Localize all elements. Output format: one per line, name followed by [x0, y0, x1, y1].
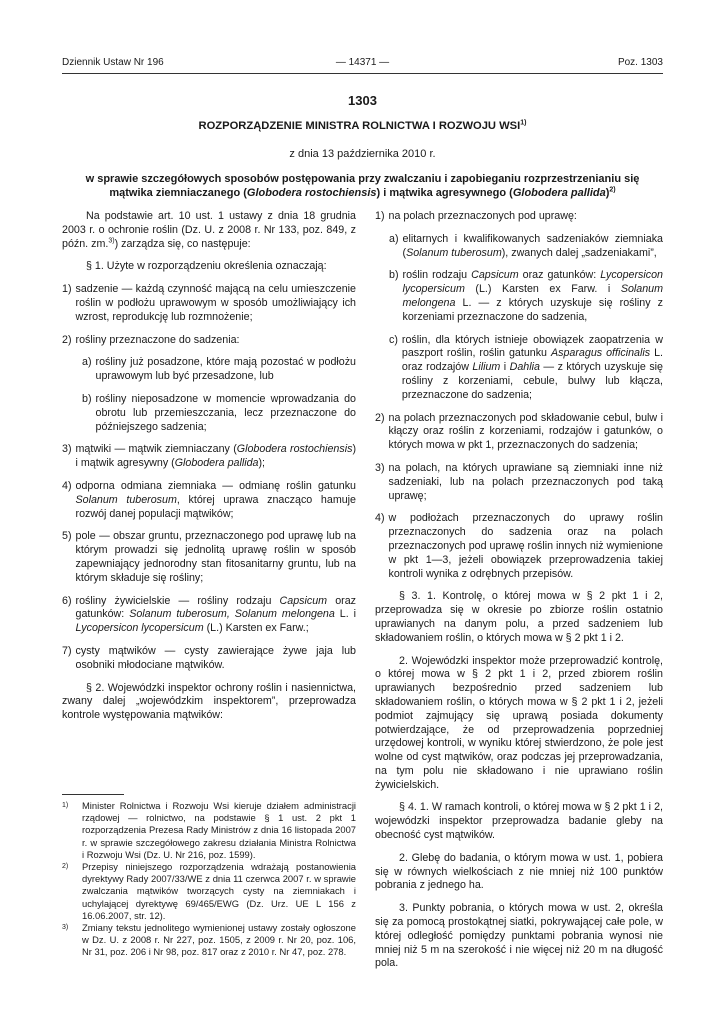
- item-number: 2): [62, 333, 72, 346]
- running-header: [62, 57, 663, 71]
- species-name: Capsicum: [471, 269, 519, 282]
- item-number: 7): [62, 644, 72, 657]
- footnote-mark: 3): [62, 924, 69, 932]
- item-text: [402, 334, 663, 403]
- footnote-ref-2[interactable]: 2): [609, 186, 616, 194]
- item-number: 4): [62, 479, 72, 492]
- act-subject: [62, 172, 663, 200]
- item-text: w podłożach przeznaczonych do uprawy roślin przeznaczonych do sadzenia oraz na polach przeznaczonych pod uprawę roślin innych niż wymienione w pkt 1—3, jeżeli obowiązek przeprowadzenia takiej kontroli wynika z odrębnych przepisów.: [388, 512, 663, 580]
- paragraph-4-2: 2. Glebę do badania, o którym mowa w ust. 1, pobiera się w równych wielkościach z nie mniej niż 100 punktów pobrania z jednego ha.: [375, 851, 663, 892]
- text-run: mątwiki — mątwik ziemniaczany (: [75, 443, 237, 456]
- footnote-ref-1[interactable]: 1): [520, 119, 527, 127]
- sub-item: [375, 269, 663, 324]
- subject-line-2: [62, 186, 663, 200]
- text-run: L. — z których uzyskuje się rośliny z korzeniami przeznaczone do sadzenia,: [402, 296, 663, 323]
- text-run: (L.) Karsten ex Farw. i: [464, 283, 621, 296]
- footnotes: [62, 800, 356, 959]
- species-name: Dahlia: [509, 361, 540, 374]
- footnote: [62, 922, 356, 959]
- preamble: [62, 210, 356, 251]
- definition-item: [62, 595, 356, 636]
- footnote-mark: 2): [62, 863, 69, 871]
- paragraph-1: § 1. Użyte w rozporządzeniu określenia oznaczają:: [86, 260, 327, 273]
- control-item: [375, 210, 663, 224]
- species-name: Solanum melongena: [402, 283, 663, 309]
- act-date: z dnia 13 października 2010 r.: [289, 148, 436, 160]
- definition-item: [62, 283, 356, 324]
- item-text: [76, 443, 356, 471]
- species-name: Lilium: [472, 361, 501, 374]
- sub-item: [62, 356, 356, 384]
- subject-species: Globodera pallida: [512, 187, 606, 199]
- definition-item: [62, 443, 356, 471]
- item-letter: a): [82, 356, 92, 369]
- definition-item: [62, 334, 356, 348]
- sub-item: [375, 334, 663, 403]
- item-letter: b): [82, 392, 92, 405]
- text-run: roślin, dla których istnieje obowiązek zaopatrzenia w paszport roślin, roślin gatunku: [401, 333, 663, 360]
- header-rule: [62, 73, 663, 74]
- footnote-text: Zmiany tekstu jednolitego wymienionej ustawy zostały ogłoszone w Dz. U. z 2008 r. Nr 227, poz. 1505, z 2009 r. Nr 20, poz. 106, Nr 31, poz. 206 i Nr 98, poz. 817 oraz z 2010 r. Nr 47, poz. 278.: [82, 922, 356, 958]
- footnote-text: Przepisy niniejszego rozporządzenia wdrażają postanowienia dyrektywy Rady 2007/33/WE z dnia 11 czerwca 2007 r. w sprawie zwalczania mątwików tworzących cysty na ziemniakach i uchylającej dyrektywę 69/465/EWG (Dz. Urz. UE L 156 z 16.06.2007, str. 12).: [82, 861, 356, 921]
- item-text: sadzenie — każdą czynność mającą na celu umieszczenie roślin w podłożu uprawowym w sposób umożliwiający ich wzrost, reprodukcję lub rozmnożenie;: [75, 283, 356, 323]
- item-number: 2): [375, 411, 385, 424]
- item-text: rośliny nieposadzone w momencie wprowadzania do obrotu lub przemieszczania, lecz przeznaczone do późniejszego sadzenia;: [95, 392, 356, 433]
- item-letter: b): [389, 269, 399, 282]
- text-run: odporna odmiana ziemniaka — odmianę roślin gatunku: [75, 479, 356, 492]
- text-run: (L.) Karsten ex Farw.;: [203, 622, 309, 635]
- item-number: 3): [375, 461, 385, 474]
- item-number: 5): [62, 530, 72, 543]
- item-text: cysty mątwików — cysty zawierające żywe jaja lub osobniki młodociane mątwików.: [75, 644, 356, 671]
- footnote: [62, 800, 356, 861]
- species-name: Lycopersicon lycopersicum: [75, 622, 204, 635]
- item-text: [403, 269, 663, 324]
- text-run: roślin rodzaju: [402, 269, 472, 282]
- item-text: [403, 233, 663, 261]
- item-number: 6): [62, 594, 72, 607]
- definition-item: [62, 645, 356, 673]
- item-number: 3): [62, 443, 72, 456]
- text-run: );: [258, 457, 266, 470]
- species-name: Globodera pallida: [174, 457, 259, 470]
- item-number: 1): [62, 283, 72, 296]
- text-run: ), zwanych dalej „sadzeniakami”,: [501, 246, 657, 259]
- position-number: Poz. 1303: [617, 57, 663, 68]
- item-text: na polach przeznaczonych pod składowanie cebul, bulw i kłączy oraz roślin z korzeniami, rodzajów i gatunków, o których mowa w pkt 1, przeznaczonych do sadzenia;: [388, 411, 663, 452]
- species-name: Lycopersicon lycopersicum: [402, 269, 663, 296]
- species-name: Solanum tuberosum: [406, 246, 502, 259]
- item-text: rośliny przeznaczone do sadzenia:: [75, 333, 240, 346]
- item-letter: c): [389, 333, 398, 346]
- subject-species: Globodera rostochiensis: [246, 187, 377, 199]
- item-number: 4): [375, 512, 385, 525]
- paragraph-4: § 4. 1. W ramach kontroli, o której mowa w § 2 pkt 1 i 2, wojewódzki inspektor przeprowadza badanie gleby na obecność cyst mątwików.: [375, 801, 663, 842]
- footnote-ref-3[interactable]: 3): [108, 237, 115, 245]
- text-run: rośliny żywicielskie — rośliny rodzaju: [75, 594, 280, 607]
- item-text: [76, 595, 356, 636]
- definition-item: [62, 480, 356, 521]
- item-text: pole — obszar gruntu, przeznaczonego pod uprawę lub na którym prowadzi się jednolitą uprawę roślin w sposób zapewniający jednorodny stan fitosanitarny gruntu, lub na którym składuje się rośliny;: [75, 530, 356, 584]
- footnote: [62, 861, 356, 922]
- paragraph-3-2: 2. Wojewódzki inspektor może przeprowadzić kontrolę, o której mowa w § 2 pkt 1 i 2, przed zbiorem roślin uprawianych bezpośrednio przed sadzeniem lub składowaniem roślin, o których mowa w § 2 pkt 1 i 2, jeżeli podmiot zajmujący się uprawą posiada dokumenty potwierdzające, że od przeprowadzenia poprzedniej urzędowej kontroli, w wyniku której stwierdzono, że pole jest wolne od cyst mątwików, oraz podczas jej przeprowadzania, na tym polu nie składowano i nie uprawiano roślin żywicielskich.: [375, 654, 663, 791]
- species-name: Globodera rostochiensis: [236, 443, 353, 456]
- journal-name: Dziennik Ustaw Nr 196: [62, 57, 164, 68]
- item-text: [76, 480, 356, 521]
- species-name: Solanum tuberosum, Solanum melongena: [129, 608, 335, 621]
- sub-item: [62, 393, 356, 434]
- text-run: , której uprawa znacząco hamuje rozwój danej populacji mątwików;: [75, 493, 356, 520]
- control-item: [375, 512, 663, 581]
- text-run: — z których uzyskuje się rośliny z korzeniami, cebule, bulwy lub kłącza, przeznaczone do sadzenia;: [401, 361, 663, 401]
- act-number: 1303: [348, 93, 377, 108]
- right-column: [375, 210, 663, 971]
- item-text: na polach, na których uprawiane są ziemniaki inne niż sadzeniaki, lub na polach przeznaczonych pod taką uprawę;: [388, 461, 663, 502]
- item-number: 1): [375, 210, 385, 222]
- paragraph-3: § 3. 1. Kontrolę, o której mowa w § 2 pkt 1 i 2, przeprowadza się w okresie po zbiorze roślin ostatnio uprawianych na danym polu, a przed sadzeniem lub składowaniem roślin, o których mowa w § 2 pkt 1 i 2.: [375, 590, 663, 644]
- item-letter: a): [389, 232, 399, 245]
- definition-item: [62, 530, 356, 585]
- text-run: ) i mątwik agresywny (: [75, 443, 356, 470]
- species-name: Capsicum: [279, 594, 328, 607]
- control-item: [375, 462, 663, 503]
- species-name: Asparagus officinalis: [551, 347, 651, 360]
- preamble-text: Na podstawie art. 10 ust. 1 ustawy z dnia 18 grudnia 2003 r. o ochronie roślin (Dz. U. z 2008 r. Nr 133, poz. 849, z późn. zm.: [62, 210, 356, 250]
- act-title-text: ROZPORZĄDZENIE MINISTRA ROLNICTWA I ROZWOJU WSI: [198, 120, 521, 132]
- left-column: [62, 210, 356, 723]
- text-run: oraz gatunków:: [518, 269, 601, 282]
- text-run: oraz gatunków:: [75, 594, 356, 621]
- subject-text: mątwika ziemniaczanego (: [109, 187, 247, 199]
- sub-item: [375, 233, 663, 261]
- page-number: — 14371 —: [335, 57, 390, 68]
- text-run: L. i: [334, 608, 356, 621]
- species-name: Solanum tuberosum: [75, 493, 177, 506]
- subject-text: ): [605, 187, 610, 199]
- text-run: elitarnych i kwalifikowanych sadzeniaków ziemniaka (: [402, 232, 663, 259]
- footnote-text: Minister Rolnictwa i Rozwoju Wsi kieruje działem administracji rządowej — rolnictwo, na podstawie § 1 ust. 2 pkt 1 rozporządzenia Prezesa Rady Ministrów z dnia 16 listopada 2007 r. w sprawie szczegółowego zakresu działania Ministra Rolnictwa i Rozwoju Wsi (Dz. U. Nr 216, poz. 1599).: [82, 800, 356, 860]
- subject-text: ) i mątwika agresywnego (: [376, 187, 513, 199]
- preamble-text: ) zarządza się, co następuje:: [114, 237, 251, 250]
- text-run: i: [500, 361, 510, 374]
- paragraph-4-3: 3. Punkty pobrania, o których mowa w ust. 2, określa się za pomocą prostokątnej siatki, pokrywającej całe pole, w której odległość pomiędzy punktami pobrania wynosi nie mniej niż 5 m na szerokość i nie więcej niż 20 m na długość pola.: [375, 902, 663, 970]
- paragraph-2: § 2. Wojewódzki inspektor ochrony roślin i nasiennictwa, zwany dalej „wojewódzkim inspektorem”, przeprowadza kontrole występowania mątwików:: [62, 681, 356, 722]
- control-item: [375, 412, 663, 453]
- item-text: na polach przeznaczonych pod uprawę:: [388, 210, 577, 222]
- footnote-mark: 1): [62, 802, 69, 809]
- item-text: rośliny już posadzone, które mają pozostać w podłożu uprawowym lub być przesadzone, lub: [95, 356, 356, 383]
- subject-line-1: w sprawie szczegółowych sposobów postępowania przy zwalczaniu i zapobieganiu rozprzestrzenianiu się: [85, 173, 640, 185]
- text-run: L. oraz rodzajów: [401, 347, 663, 374]
- act-title: [62, 120, 663, 132]
- footnote-rule: [62, 794, 124, 795]
